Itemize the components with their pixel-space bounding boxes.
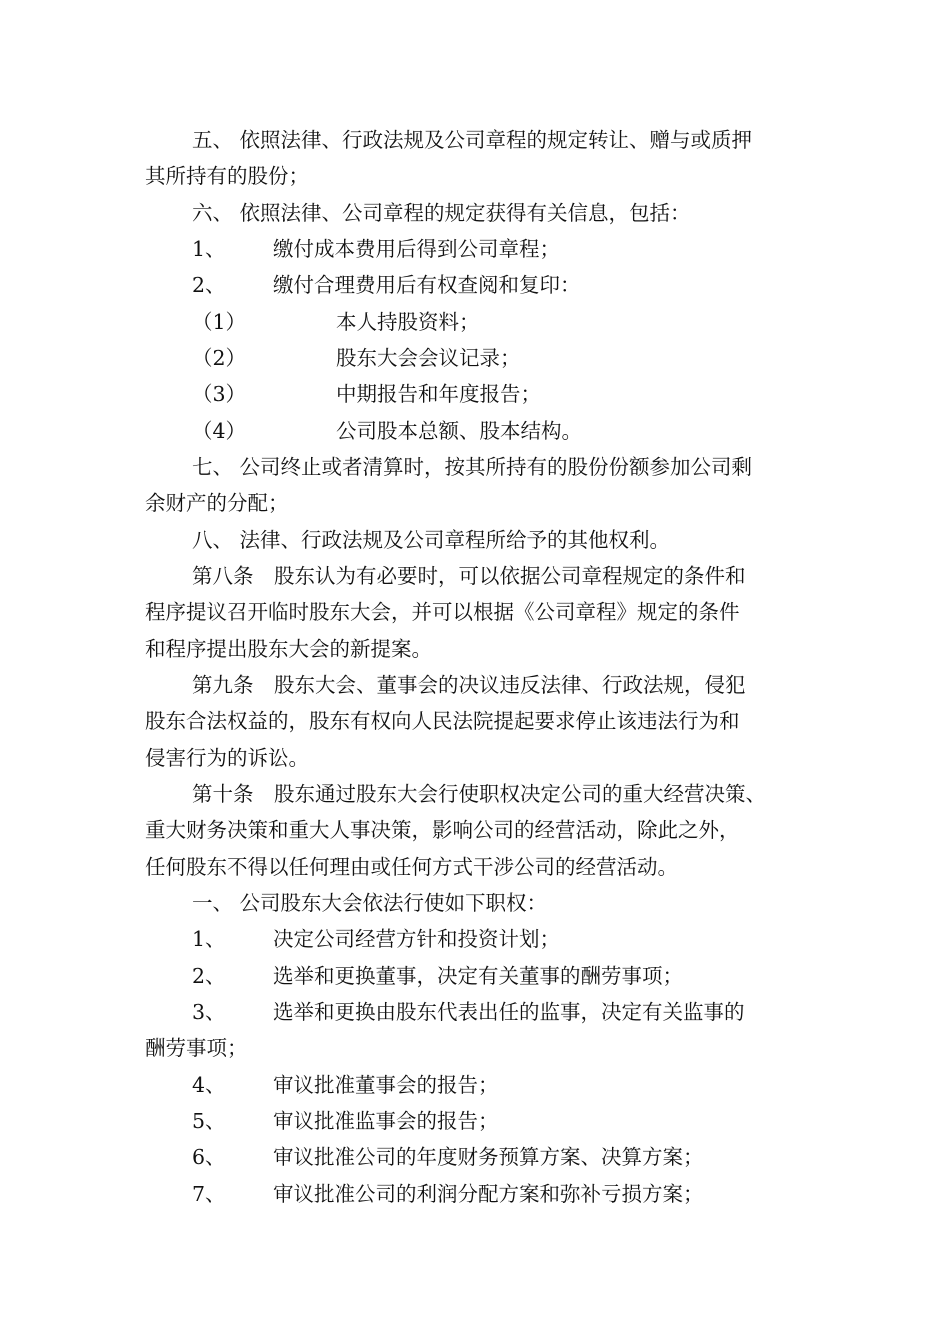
article-line: 侵害行为的诉讼。 xyxy=(145,746,309,770)
text-line: 六、 依照法律、公司章程的规定获得有关信息，包括： xyxy=(192,201,691,225)
list-number: 4、 xyxy=(192,1073,226,1097)
list-item-text: 缴付成本费用后得到公司章程； xyxy=(273,237,560,261)
article-line: 第十条 股东通过股东大会行使职权决定公司的重大经营决策、 xyxy=(192,782,766,806)
list-number: 1、 xyxy=(192,237,226,261)
list-number: 2、 xyxy=(192,964,226,988)
text-line: 一、 公司股东大会依法行使如下职权： xyxy=(192,891,548,915)
list-number: 1、 xyxy=(192,927,226,951)
list-item-text: 缴付合理费用后有权查阅和复印： xyxy=(273,273,581,297)
text-line: 余财产的分配； xyxy=(145,491,289,515)
text-line: 其所持有的股份； xyxy=(145,164,309,188)
list-item-text: 股东大会会议记录； xyxy=(336,346,521,370)
list-number: 3、 xyxy=(192,1000,226,1024)
list-item-text: 审议批准公司的年度财务预算方案、决算方案； xyxy=(273,1145,704,1169)
text-line: 五、 依照法律、行政法规及公司章程的规定转让、赠与或质押 xyxy=(192,128,753,152)
list-item-text: 决定公司经营方针和投资计划； xyxy=(273,927,560,951)
text-line: 七、 公司终止或者清算时，按其所持有的股份份额参加公司剩 xyxy=(192,455,753,479)
list-item-text: 公司股本总额、股本结构。 xyxy=(336,419,582,443)
list-item-text: 选举和更换董事，决定有关董事的酬劳事项； xyxy=(273,964,683,988)
article-line: 和程序提出股东大会的新提案。 xyxy=(145,637,432,661)
list-number: （4） xyxy=(192,419,247,443)
text-line: 八、 法律、行政法规及公司章程所给予的其他权利。 xyxy=(192,528,671,552)
list-number: （3） xyxy=(192,382,247,406)
article-line: 第八条 股东认为有必要时，可以依据公司章程规定的条件和 xyxy=(192,564,746,588)
list-number: 7、 xyxy=(192,1182,226,1206)
list-number: （2） xyxy=(192,346,247,370)
list-number: 2、 xyxy=(192,273,226,297)
list-item-text: 本人持股资料； xyxy=(336,310,480,334)
list-number: （1） xyxy=(192,310,247,334)
list-item-text: 审议批准董事会的报告； xyxy=(273,1073,499,1097)
list-item-continuation: 酬劳事项； xyxy=(145,1036,248,1060)
article-line: 第九条 股东大会、董事会的决议违反法律、行政法规，侵犯 xyxy=(192,673,746,697)
list-item-text: 选举和更换由股东代表出任的监事，决定有关监事的 xyxy=(273,1000,745,1024)
article-line: 重大财务决策和重大人事决策，影响公司的经营活动，除此之外， xyxy=(145,818,740,842)
article-line: 程序提议召开临时股东大会，并可以根据《公司章程》规定的条件 xyxy=(145,600,740,624)
list-number: 6、 xyxy=(192,1145,226,1169)
list-number: 5、 xyxy=(192,1109,226,1133)
article-line: 任何股东不得以任何理由或任何方式干涉公司的经营活动。 xyxy=(145,855,678,879)
article-line: 股东合法权益的，股东有权向人民法院提起要求停止该违法行为和 xyxy=(145,709,740,733)
list-item-text: 中期报告和年度报告； xyxy=(336,382,541,406)
list-item-text: 审议批准公司的利润分配方案和弥补亏损方案； xyxy=(273,1182,704,1206)
list-item-text: 审议批准监事会的报告； xyxy=(273,1109,499,1133)
